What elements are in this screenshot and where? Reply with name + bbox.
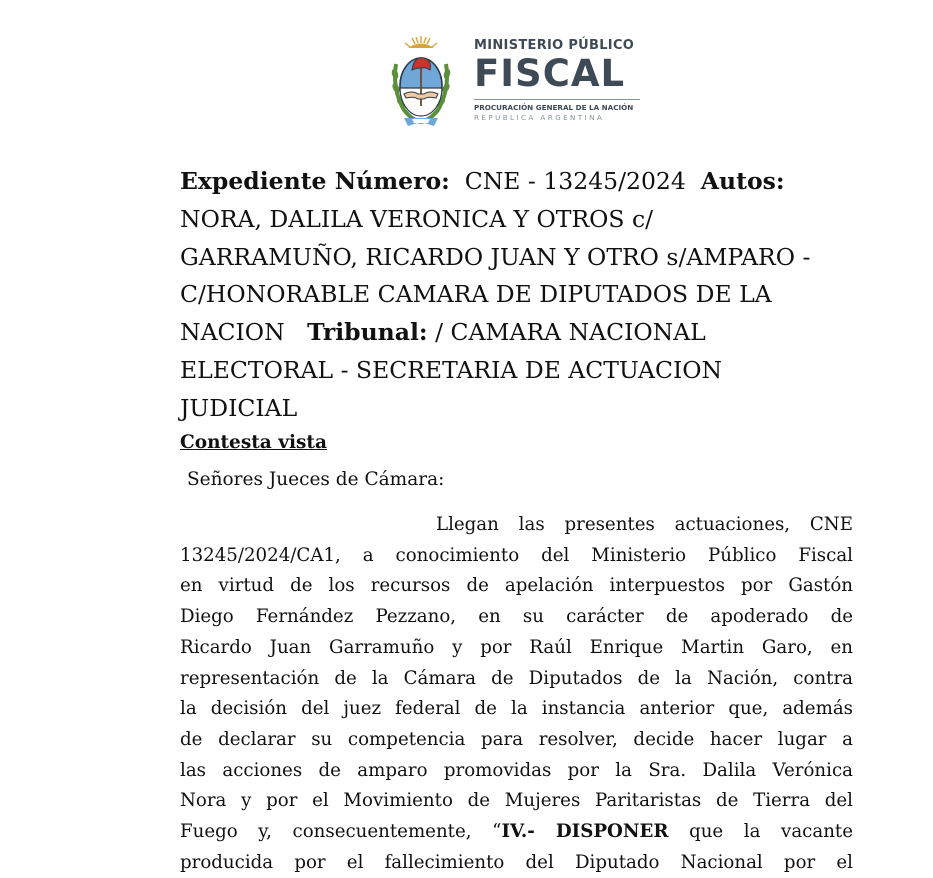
tribunal-line: ELECTORAL - SECRETARIA DE ACTUACION bbox=[180, 355, 723, 384]
paragraph-line: Diego Fernández Pezzano, en su carácter de apoderado de bbox=[180, 606, 853, 628]
institution-logo-text bbox=[474, 38, 654, 123]
autos-line: C/HONORABLE CAMARA DE DIPUTADOS DE LA bbox=[180, 280, 772, 309]
autos-line: GARRAMUÑO, RICARDO JUAN Y OTRO s/AMPARO - bbox=[180, 242, 811, 271]
paragraph-line: producida por el fallecimiento del Diputado Nacional por el bbox=[180, 851, 853, 873]
salutation: Señores Jueces de Cámara: bbox=[187, 468, 445, 490]
document-content bbox=[180, 163, 860, 493]
paragraph-line: la decisión del juez federal de la instancia anterior que, además bbox=[180, 698, 853, 720]
institution-header bbox=[390, 34, 650, 130]
tribunal-label: Tribunal: bbox=[307, 318, 428, 347]
logo-fiscal: FISCAL bbox=[474, 52, 626, 95]
paragraph-line: Ricardo Juan Garramuño y por Raúl Enrique Martin Garo, en bbox=[180, 636, 853, 658]
autos-line: NORA, DALILA VERONICA Y OTROS c/ bbox=[180, 204, 654, 233]
section-heading: Contesta vista bbox=[180, 431, 327, 453]
autos-tribunal-line bbox=[180, 314, 860, 352]
logo-ministerio: MINISTERIO PÚBLICO bbox=[474, 38, 635, 53]
paragraph-line: 13245/2024/CA1, a conocimiento del Ministerio Público Fiscal bbox=[180, 544, 853, 566]
paragraph-fragment: Fuego y, consecuentemente, “ bbox=[180, 821, 502, 843]
paragraph-line: Llegan las presentes actuaciones, CNE bbox=[436, 514, 853, 535]
paragraph-line: las acciones de amparo promovidas por la Sra. Dalila Verónica bbox=[180, 759, 853, 781]
dispositive-clause: IV.- DISPONER bbox=[501, 821, 669, 843]
paragraph-line: en virtud de los recursos de apelación interpuestos por Gastón bbox=[180, 575, 853, 597]
body-paragraph bbox=[180, 510, 853, 878]
logo-procuracion: PROCURACIÓN GENERAL DE LA NACIÓN bbox=[474, 103, 634, 112]
autos-line: NACION bbox=[180, 318, 285, 347]
logo-republica: REPÚBLICA ARGENTINA bbox=[474, 113, 605, 122]
autos-label: Autos: bbox=[700, 167, 785, 195]
argentine-coat-of-arms-icon bbox=[390, 34, 452, 130]
tribunal-line: JUDICIAL bbox=[180, 393, 298, 422]
paragraph-line: representación de la Cámara de Diputados de la Nación, contra bbox=[180, 667, 853, 689]
paragraph-line bbox=[180, 817, 853, 848]
expediente-label: Expediente Número: bbox=[180, 167, 450, 195]
logo-divider bbox=[474, 99, 640, 100]
expediente-number: CNE - 13245/2024 bbox=[464, 167, 686, 195]
tribunal-line: / CAMARA NACIONAL bbox=[435, 318, 706, 347]
caption-line-1 bbox=[180, 163, 860, 201]
paragraph-line: de declarar su competencia para resolver, decide hacer lugar a bbox=[180, 728, 853, 750]
paragraph-line: Nora y por el Movimiento de Mujeres Paritaristas de Tierra del bbox=[180, 790, 853, 812]
case-caption bbox=[180, 163, 860, 428]
paragraph-fragment: que la vacante bbox=[668, 821, 853, 843]
